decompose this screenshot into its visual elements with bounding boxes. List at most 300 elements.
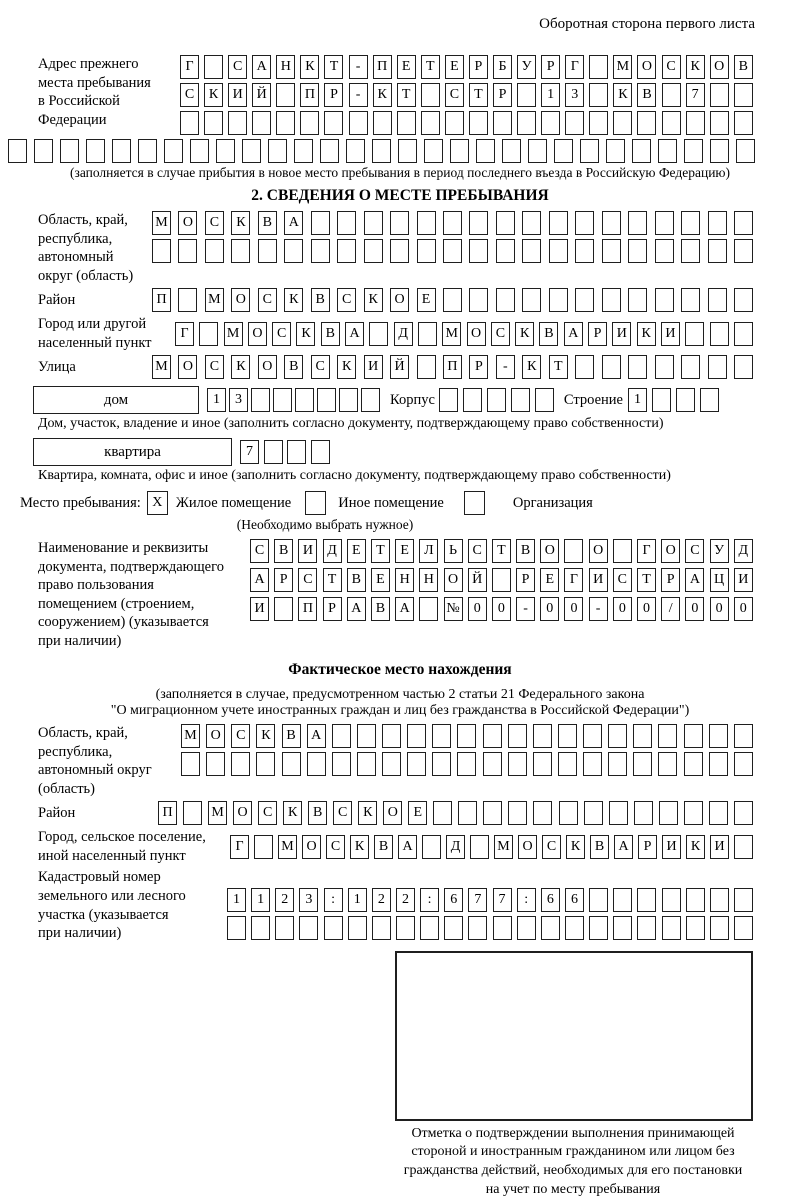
char-box xyxy=(273,388,292,412)
char-box: С xyxy=(542,835,561,859)
char-box: : xyxy=(324,888,343,912)
char-box: О xyxy=(661,539,680,563)
char-box: О xyxy=(710,55,729,79)
char-box: М xyxy=(613,55,632,79)
char-box xyxy=(589,888,608,912)
char-box: 7 xyxy=(686,83,705,107)
char-box: С xyxy=(250,539,269,563)
s3-district-row xyxy=(158,801,753,825)
char-box: В xyxy=(347,568,366,592)
char-box xyxy=(589,111,608,135)
char-box xyxy=(734,288,753,312)
char-box xyxy=(357,752,376,776)
char-box xyxy=(382,752,401,776)
s2-city-block xyxy=(38,315,800,352)
char-box: 0 xyxy=(685,597,704,621)
char-box: Е xyxy=(347,539,366,563)
char-box: В xyxy=(637,83,656,107)
char-box: Д xyxy=(323,539,342,563)
char-box xyxy=(228,111,247,135)
char-box xyxy=(662,111,681,135)
char-box xyxy=(206,752,225,776)
char-box xyxy=(559,801,578,825)
cadastre-box-rows xyxy=(227,888,753,940)
char-box: О xyxy=(540,539,559,563)
apartment-note: Квартира, комната, офис и иное (заполнить согласно документу, подтверждающему право собственности) xyxy=(38,468,671,484)
char-box xyxy=(589,916,608,940)
s2-district-row xyxy=(152,288,753,312)
char-box xyxy=(652,388,671,412)
char-box xyxy=(418,322,437,346)
char-box xyxy=(709,801,728,825)
char-box xyxy=(420,916,439,940)
char-box: А xyxy=(284,211,303,235)
char-box: 3 xyxy=(229,388,248,412)
char-box: Т xyxy=(323,568,342,592)
char-box xyxy=(659,801,678,825)
char-box: О xyxy=(467,322,486,346)
char-box xyxy=(734,835,753,859)
char-box xyxy=(417,355,436,379)
char-box: С xyxy=(613,568,632,592)
char-box: С xyxy=(337,288,356,312)
char-box: Д xyxy=(394,322,413,346)
char-box xyxy=(422,835,441,859)
char-box xyxy=(254,835,273,859)
char-box: Т xyxy=(492,539,511,563)
document-row-2 xyxy=(250,568,753,592)
char-box xyxy=(734,239,753,263)
char-box: X xyxy=(147,491,168,515)
char-box xyxy=(602,355,621,379)
char-box xyxy=(734,801,753,825)
char-box xyxy=(533,752,552,776)
char-box xyxy=(602,239,621,263)
house-row xyxy=(33,386,800,414)
char-box xyxy=(575,211,594,235)
char-box xyxy=(628,239,647,263)
char-box xyxy=(522,239,541,263)
char-box xyxy=(450,139,469,163)
char-box: П xyxy=(298,597,317,621)
s3-city-label: Город, сельское поселение, иной населенный пункт xyxy=(38,829,206,864)
char-box xyxy=(483,801,502,825)
char-box: Д xyxy=(734,539,753,563)
char-box: О xyxy=(231,288,250,312)
char-box: К xyxy=(284,288,303,312)
char-box xyxy=(369,322,388,346)
char-box xyxy=(613,916,632,940)
stay-option-zhiloe-label: Жилое помещение xyxy=(175,494,292,511)
char-box xyxy=(445,111,464,135)
char-box xyxy=(632,139,651,163)
char-box: С xyxy=(205,211,224,235)
char-box xyxy=(686,916,705,940)
char-box xyxy=(493,111,512,135)
char-box: Р xyxy=(661,568,680,592)
char-box: Р xyxy=(588,322,607,346)
korpus-label: Корпус xyxy=(390,391,435,408)
char-box: Г xyxy=(175,322,194,346)
char-box: Е xyxy=(540,568,559,592)
char-box: Т xyxy=(421,55,440,79)
char-box: С xyxy=(326,835,345,859)
char-box: Р xyxy=(469,55,488,79)
confirmation-stamp-area xyxy=(395,951,753,1121)
apartment-digits xyxy=(240,440,330,464)
char-box xyxy=(396,916,415,940)
char-box: С xyxy=(272,322,291,346)
char-box: С xyxy=(468,539,487,563)
char-box: 0 xyxy=(564,597,583,621)
char-box xyxy=(287,440,306,464)
char-box: В xyxy=(308,801,327,825)
char-box xyxy=(86,139,105,163)
prev-address-row-1 xyxy=(180,55,753,79)
char-box xyxy=(305,491,326,515)
char-box xyxy=(522,288,541,312)
char-box: Р xyxy=(323,597,342,621)
char-box xyxy=(734,322,753,346)
char-box xyxy=(317,388,336,412)
char-box xyxy=(204,111,223,135)
char-box: О xyxy=(206,724,225,748)
char-box xyxy=(658,139,677,163)
char-box xyxy=(628,211,647,235)
house-digits xyxy=(207,388,380,412)
char-box: К xyxy=(337,355,356,379)
char-box: 3 xyxy=(565,83,584,107)
char-box: И xyxy=(250,597,269,621)
char-box: И xyxy=(298,539,317,563)
char-box xyxy=(709,752,728,776)
char-box: 7 xyxy=(468,888,487,912)
char-box xyxy=(608,724,627,748)
char-box: С xyxy=(662,55,681,79)
char-box xyxy=(736,139,755,163)
char-box xyxy=(364,239,383,263)
char-box xyxy=(284,239,303,263)
char-box: 1 xyxy=(251,888,270,912)
char-box xyxy=(496,211,515,235)
char-box: С xyxy=(258,801,277,825)
document-box-rows xyxy=(250,539,753,621)
char-box: Й xyxy=(390,355,409,379)
char-box: Й xyxy=(468,568,487,592)
s2-district-label: Район xyxy=(38,292,76,309)
char-box xyxy=(634,801,653,825)
char-box: : xyxy=(420,888,439,912)
char-box xyxy=(433,801,452,825)
char-box xyxy=(710,111,729,135)
char-box: С xyxy=(445,83,464,107)
stay-option-org-label: Организация xyxy=(512,494,593,511)
char-box xyxy=(637,111,656,135)
char-box xyxy=(424,139,443,163)
char-box: А xyxy=(307,724,326,748)
char-box: П xyxy=(443,355,462,379)
char-box: / xyxy=(661,597,680,621)
char-box: 6 xyxy=(565,888,584,912)
char-box xyxy=(633,724,652,748)
char-box: К xyxy=(686,835,705,859)
char-box xyxy=(734,888,753,912)
char-box: Ц xyxy=(710,568,729,592)
char-box xyxy=(710,888,729,912)
char-box xyxy=(444,916,463,940)
char-box: А xyxy=(685,568,704,592)
char-box xyxy=(608,752,627,776)
char-box: Г xyxy=(565,55,584,79)
char-box xyxy=(662,916,681,940)
korpus-digits xyxy=(439,388,554,412)
char-box xyxy=(372,916,391,940)
char-box: В xyxy=(590,835,609,859)
s2-region-block xyxy=(38,211,800,285)
char-box xyxy=(686,111,705,135)
char-box xyxy=(710,139,729,163)
char-box xyxy=(575,355,594,379)
char-box xyxy=(268,139,287,163)
char-box xyxy=(468,916,487,940)
char-box xyxy=(606,139,625,163)
char-box: А xyxy=(395,597,414,621)
char-box: Д xyxy=(446,835,465,859)
char-box: 1 xyxy=(541,83,560,107)
char-box xyxy=(390,211,409,235)
char-box: С xyxy=(298,568,317,592)
char-box: С xyxy=(228,55,247,79)
char-box xyxy=(60,139,79,163)
char-box: Н xyxy=(276,55,295,79)
document-block xyxy=(38,539,800,650)
char-box: 0 xyxy=(637,597,656,621)
char-box xyxy=(655,288,674,312)
char-box xyxy=(252,111,271,135)
char-box: О xyxy=(390,288,409,312)
char-box xyxy=(564,539,583,563)
char-box xyxy=(602,288,621,312)
stroenie-label: Строение xyxy=(563,391,623,408)
char-box xyxy=(708,288,727,312)
char-box xyxy=(469,239,488,263)
char-box xyxy=(709,724,728,748)
char-box: К xyxy=(350,835,369,859)
char-box xyxy=(613,539,632,563)
char-box: 6 xyxy=(541,888,560,912)
char-box xyxy=(710,83,729,107)
char-box: В xyxy=(539,322,558,346)
char-box xyxy=(421,83,440,107)
char-box: А xyxy=(250,568,269,592)
char-box xyxy=(708,355,727,379)
s3-region-label: Область, край, республика, автономный округ (область) xyxy=(38,725,152,797)
char-box xyxy=(204,55,223,79)
char-box xyxy=(708,211,727,235)
apartment-row xyxy=(33,438,800,466)
char-box xyxy=(311,239,330,263)
char-box: Е xyxy=(397,55,416,79)
char-box xyxy=(205,239,224,263)
stay-checkbox-zhiloe xyxy=(147,491,168,515)
char-box: К xyxy=(515,322,534,346)
char-box: П xyxy=(373,55,392,79)
char-box xyxy=(685,322,704,346)
char-box: - xyxy=(349,55,368,79)
char-box xyxy=(419,597,438,621)
s3-city-block xyxy=(38,828,800,865)
prev-address-row-2 xyxy=(180,83,753,107)
char-box xyxy=(311,211,330,235)
char-box: 0 xyxy=(492,597,511,621)
char-box xyxy=(684,139,703,163)
s2-region-row-1 xyxy=(152,211,753,235)
char-box xyxy=(710,322,729,346)
char-box xyxy=(511,388,530,412)
prev-address-note: (заполняется в случае прибытия в новое место пребывания в период последнего въезда в Российскую Федерацию) xyxy=(69,165,731,180)
char-box xyxy=(487,388,506,412)
s2-district-block xyxy=(38,288,800,312)
char-box xyxy=(493,916,512,940)
char-box xyxy=(508,752,527,776)
char-box: К xyxy=(231,355,250,379)
char-box xyxy=(684,724,703,748)
char-box: Т xyxy=(469,83,488,107)
char-box: Т xyxy=(324,55,343,79)
char-box: П xyxy=(300,83,319,107)
char-box: 0 xyxy=(468,597,487,621)
cadastre-block xyxy=(38,868,800,942)
char-box xyxy=(373,111,392,135)
document-row-3 xyxy=(250,597,753,621)
char-box: Е xyxy=(417,288,436,312)
char-box xyxy=(496,288,515,312)
char-box: В xyxy=(734,55,753,79)
char-box: Т xyxy=(397,83,416,107)
char-box xyxy=(164,139,183,163)
char-box: У xyxy=(517,55,536,79)
cadastre-row-2 xyxy=(227,916,753,940)
char-box xyxy=(549,211,568,235)
house-box-label: дом xyxy=(33,386,199,414)
char-box: А xyxy=(564,322,583,346)
char-box: - xyxy=(496,355,515,379)
char-box xyxy=(613,111,632,135)
char-box xyxy=(734,211,753,235)
char-box xyxy=(320,139,339,163)
char-box: 0 xyxy=(710,597,729,621)
char-box xyxy=(407,752,426,776)
s3-city-row xyxy=(230,835,753,859)
char-box: К xyxy=(256,724,275,748)
char-box xyxy=(443,211,462,235)
char-box xyxy=(324,916,343,940)
stay-checkbox-inoe xyxy=(305,491,326,515)
char-box xyxy=(464,491,485,515)
char-box xyxy=(662,83,681,107)
char-box xyxy=(443,239,462,263)
s3-region-block xyxy=(38,724,800,798)
char-box: К xyxy=(373,83,392,107)
char-box xyxy=(580,139,599,163)
char-box xyxy=(533,801,552,825)
char-box xyxy=(152,239,171,263)
char-box: К xyxy=(231,211,250,235)
char-box: О xyxy=(248,322,267,346)
char-box xyxy=(469,111,488,135)
stay-note: (Необходимо выбрать нужное) xyxy=(236,517,414,533)
char-box xyxy=(533,724,552,748)
char-box: Л xyxy=(419,539,438,563)
char-box: Н xyxy=(419,568,438,592)
char-box xyxy=(251,388,270,412)
char-box: О xyxy=(233,801,252,825)
char-box xyxy=(332,724,351,748)
char-box xyxy=(276,111,295,135)
s2-street-row xyxy=(152,355,753,379)
char-box xyxy=(628,355,647,379)
char-box xyxy=(483,752,502,776)
char-box xyxy=(463,388,482,412)
char-box: С xyxy=(333,801,352,825)
char-box xyxy=(227,916,246,940)
char-box xyxy=(658,752,677,776)
char-box xyxy=(734,752,753,776)
char-box: Й xyxy=(252,83,271,107)
char-box xyxy=(398,139,417,163)
char-box: О xyxy=(258,355,277,379)
char-box: И xyxy=(661,322,680,346)
char-box xyxy=(508,724,527,748)
char-box xyxy=(417,211,436,235)
char-box xyxy=(349,111,368,135)
section3-note-2: "О миграционном учете иностранных граждан и лиц без гражданства в Российской Федерации") xyxy=(110,703,690,719)
char-box xyxy=(397,111,416,135)
char-box: И xyxy=(734,568,753,592)
char-box xyxy=(294,139,313,163)
char-box: О xyxy=(444,568,463,592)
char-box xyxy=(258,239,277,263)
char-box: В xyxy=(371,597,390,621)
char-box: М xyxy=(278,835,297,859)
char-box: А xyxy=(345,322,364,346)
char-box: Р xyxy=(493,83,512,107)
char-box: К xyxy=(613,83,632,107)
char-box xyxy=(681,355,700,379)
char-box: В xyxy=(311,288,330,312)
char-box: С xyxy=(685,539,704,563)
stay-type-label: Место пребывания: xyxy=(20,494,141,511)
char-box: К xyxy=(204,83,223,107)
char-box: 7 xyxy=(493,888,512,912)
char-box xyxy=(492,568,511,592)
char-box: В xyxy=(274,539,293,563)
char-box xyxy=(708,239,727,263)
char-box: № xyxy=(444,597,463,621)
char-box: К xyxy=(300,55,319,79)
char-box xyxy=(300,111,319,135)
s2-city-label: Город или другой населенный пункт xyxy=(38,316,152,351)
char-box: 7 xyxy=(240,440,259,464)
char-box xyxy=(496,239,515,263)
char-box xyxy=(528,139,547,163)
char-box: Т xyxy=(549,355,568,379)
char-box: Т xyxy=(637,568,656,592)
char-box xyxy=(602,211,621,235)
char-box: К xyxy=(522,355,541,379)
char-box xyxy=(276,83,295,107)
char-box xyxy=(178,239,197,263)
